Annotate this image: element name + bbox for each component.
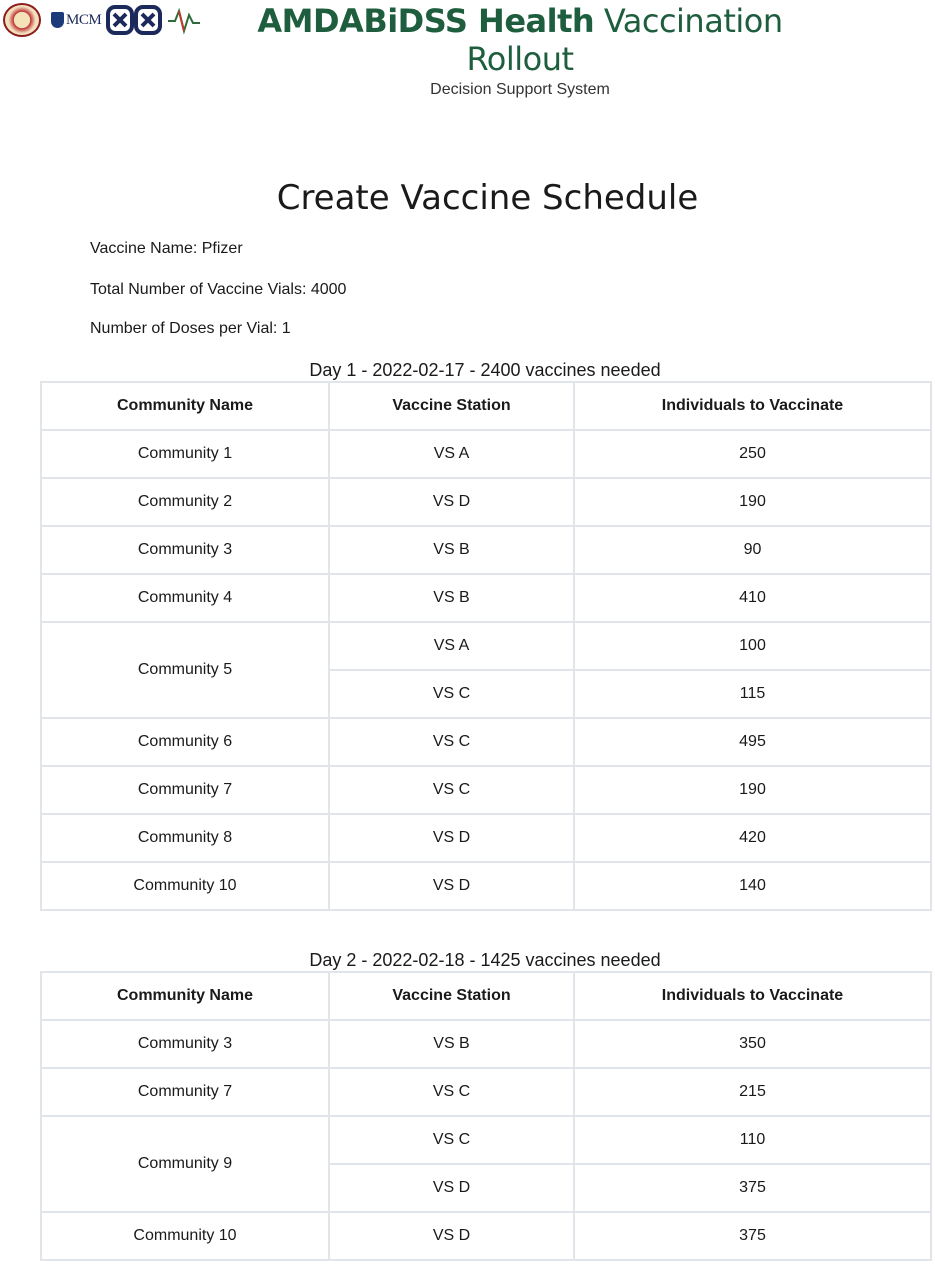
station-cell: VS C	[329, 670, 574, 718]
column-header-community: Community Name	[41, 382, 329, 430]
column-header-individuals: Individuals to Vaccinate	[574, 382, 931, 430]
station-cell: VS B	[329, 574, 574, 622]
table-row	[41, 430, 931, 478]
page-title: Create Vaccine Schedule	[276, 178, 699, 218]
community-cell: Community 5	[41, 622, 329, 718]
column-header-community: Community Name	[41, 972, 329, 1020]
table-row	[41, 1116, 931, 1164]
count-cell: 420	[574, 814, 931, 862]
station-cell: VS D	[329, 862, 574, 910]
count-cell: 100	[574, 622, 931, 670]
app-title	[200, 2, 840, 78]
table-row	[41, 862, 931, 910]
community-cell: Community 3	[41, 526, 329, 574]
count-cell: 410	[574, 574, 931, 622]
count-cell: 375	[574, 1164, 931, 1212]
station-cell: VS D	[329, 478, 574, 526]
mcm-logo	[51, 12, 101, 29]
app-title-rest: Vaccination Rollout	[466, 2, 783, 78]
table-row	[41, 574, 931, 622]
community-cell: Community 1	[41, 430, 329, 478]
total-vials-label: Total Number of Vaccine Vials: 4000	[90, 281, 347, 298]
station-cell: VS B	[329, 526, 574, 574]
table-row	[41, 718, 931, 766]
count-cell: 495	[574, 718, 931, 766]
column-header-station: Vaccine Station	[329, 382, 574, 430]
station-cell: VS D	[329, 814, 574, 862]
column-header-station: Vaccine Station	[329, 972, 574, 1020]
table-row	[41, 766, 931, 814]
station-cell: VS C	[329, 1068, 574, 1116]
station-cell: VS B	[329, 1020, 574, 1068]
count-cell: 190	[574, 766, 931, 814]
community-cell: Community 2	[41, 478, 329, 526]
day-2-schedule-table	[40, 971, 932, 1261]
station-cell: VS D	[329, 1212, 574, 1260]
community-cell: Community 9	[41, 1116, 329, 1212]
knot-logo	[105, 4, 163, 36]
community-cell: Community 6	[41, 718, 329, 766]
day-1-schedule-table	[40, 381, 932, 911]
community-cell: Community 8	[41, 814, 329, 862]
community-cell: Community 7	[41, 1068, 329, 1116]
day-2-caption: Day 2 - 2022-02-18 - 1425 vaccines needed	[309, 950, 661, 970]
shield-icon	[51, 12, 64, 28]
column-header-individuals: Individuals to Vaccinate	[574, 972, 931, 1020]
table-header-row	[41, 972, 931, 1020]
pulse-wave-logo	[167, 5, 201, 35]
day-1-caption: Day 1 - 2022-02-17 - 2400 vaccines needed	[309, 360, 661, 380]
count-cell: 215	[574, 1068, 931, 1116]
table-header-row	[41, 382, 931, 430]
table-row	[41, 814, 931, 862]
community-cell: Community 4	[41, 574, 329, 622]
station-cell: VS D	[329, 1164, 574, 1212]
station-cell: VS A	[329, 430, 574, 478]
station-cell: VS C	[329, 1116, 574, 1164]
station-cell: VS C	[329, 718, 574, 766]
count-cell: 115	[574, 670, 931, 718]
doses-per-vial-label: Number of Doses per Vial: 1	[90, 320, 291, 337]
table-row	[41, 478, 931, 526]
community-cell: Community 10	[41, 1212, 329, 1260]
table-row	[41, 1068, 931, 1116]
table-row	[41, 1020, 931, 1068]
mcm-logo-text: MCM	[66, 11, 102, 28]
count-cell: 250	[574, 430, 931, 478]
station-cell: VS A	[329, 622, 574, 670]
community-cell: Community 7	[41, 766, 329, 814]
community-cell: Community 3	[41, 1020, 329, 1068]
count-cell: 190	[574, 478, 931, 526]
university-seal-logo	[3, 3, 41, 37]
table-row	[41, 1212, 931, 1260]
vaccine-name-label: Vaccine Name: Pfizer	[90, 240, 243, 257]
station-cell: VS C	[329, 766, 574, 814]
count-cell: 350	[574, 1020, 931, 1068]
count-cell: 110	[574, 1116, 931, 1164]
app-subtitle: Decision Support System	[430, 81, 610, 98]
app-title-bold: AMDABiDSS Health	[257, 2, 595, 40]
logo-strip	[3, 2, 201, 38]
count-cell: 90	[574, 526, 931, 574]
community-cell: Community 10	[41, 862, 329, 910]
count-cell: 140	[574, 862, 931, 910]
table-row	[41, 622, 931, 670]
count-cell: 375	[574, 1212, 931, 1260]
table-row	[41, 526, 931, 574]
